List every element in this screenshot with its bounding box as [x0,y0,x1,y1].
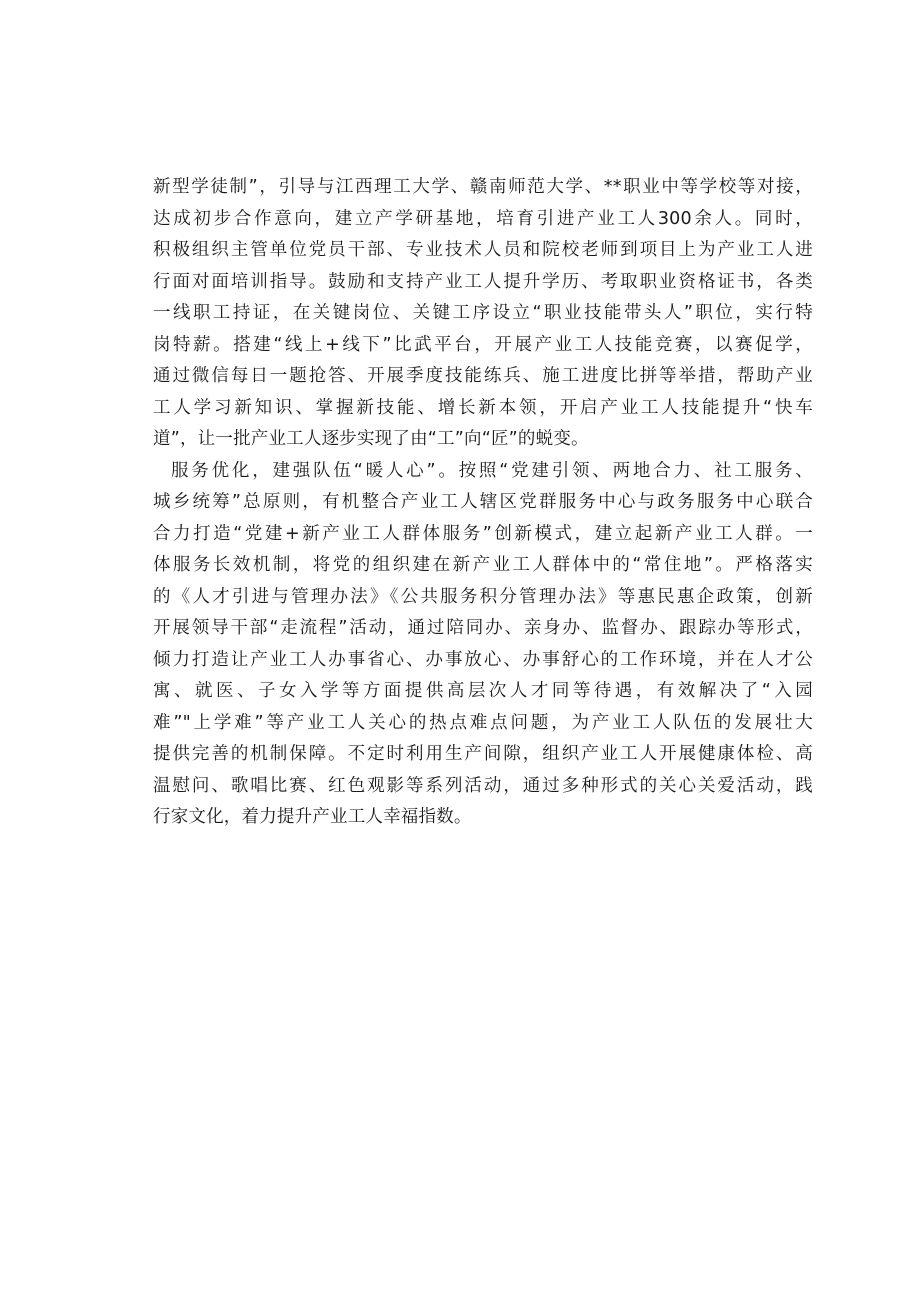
paragraph-line: 倾力打造让产业工人办事省心、办事放心、办事舒心的工作环境，并在人才公 [153,649,813,670]
paragraph-line: 道”，让一批产业工人逐步实现了由“工”向“匠”的蜕变。 [153,429,589,449]
paragraph-line: 合力打造“党建+新产业工人群体服务”创新模式，建立起新产业工人群。一 [153,523,813,544]
paragraph-line: 工人学习新知识、掌握新技能、增长新本领，开启产业工人技能提升“快车 [153,397,813,418]
paragraph-line: 岗特薪。搭建“线上+线下”比武平台，开展产业工人技能竞赛，以赛促学， [153,334,813,355]
paragraph-2 [153,456,813,834]
paragraph-line: 服务优化，建强队伍“暖人心”。按照“党建引领、两地合力、社工服务、 [171,460,813,481]
paragraph-line: 行面对面培训指导。鼓励和支持产业工人提升学历、考取职业资格证书，各类 [153,271,813,292]
paragraph-line: 达成初步合作意向，建立产学研基地，培育引进产业工人300余人。同时， [153,208,813,229]
paragraph-line: 体服务长效机制，将党的组织建在新产业工人群体中的“常住地”。严格落实 [153,555,813,575]
paragraph-line: 通过微信每日一题抢答、开展季度技能练兵、施工进度比拼等举措，帮助产业 [153,366,813,386]
paragraph-line: 积极组织主管单位党员干部、专业技术人员和院校老师到项目上为产业工人进 [153,240,813,260]
paragraph-line: 行家文化，着力提升产业工人幸福指数。 [153,807,472,827]
paragraph-line: 难”"上学难”等产业工人关心的热点难点问题，为产业工人队伍的发展壮大 [153,712,813,733]
paragraph-line: 新型学徒制”，引导与江西理工大学、赣南师范大学、**职业中等学校等对接， [153,177,813,197]
paragraph-line: 寓、就医、子女入学等方面提供高层次人才同等待遇，有效解决了“入园 [153,681,813,701]
paragraph-line: 开展领导干部“走流程”活动，通过陪同办、亲身办、监督办、跟踪办等形式， [153,618,813,638]
paragraph-line: 温慰问、歌唱比赛、红色观影等系列活动，通过多种形式的关心关爱活动，践 [153,775,813,796]
paragraph-line: 一线职工持证，在关键岗位、关键工序设立“职业技能带头人”职位，实行特 [153,303,813,323]
paragraph-line: 提供完善的机制保障。不定时利用生产间隙，组织产业工人开展健康体检、高 [153,744,813,764]
document-body [153,172,813,834]
paragraph-1 [153,172,813,456]
paragraph-line: 城乡统筹”总原则，有机整合产业工人辖区党群服务中心与政务服务中心联合 [153,492,813,512]
paragraph-line: 的《人才引进与管理办法》《公共服务积分管理办法》等惠民惠企政策，创新 [153,586,813,607]
